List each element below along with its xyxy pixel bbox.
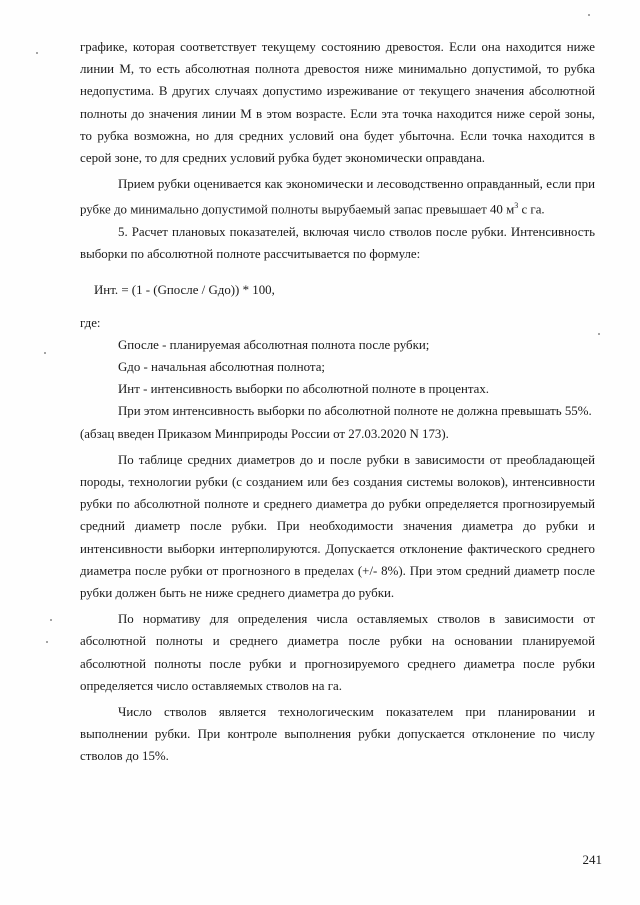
paragraph-intensity-limit: При этом интенсивность выборки по абсолютной полноте не должна превышать 55%.	[118, 404, 592, 419]
definition-g-before: Gдо - начальная абсолютная полнота;	[118, 359, 326, 374]
scan-speck	[50, 619, 52, 621]
superscript-3: 3	[514, 201, 519, 211]
paragraph-continuation: графике, которая соответствует текущему состоянию древостоя. Если она находится ниже линии М, то есть абсолютная полнота древостоя ниже минимально допустимой, то рубка недопустима. В других случаях допустимо изреживание от текущего значения абсолютной полноты до значения линии М в этом возрасте. Если эта точка находится ниже серой зоны, то рубка возможна, но для средних условий она будет убыточна. Если точка находится в серой зоне, то для средних условий рубка будет экономически оправдана.	[80, 40, 595, 166]
scan-speck	[598, 333, 600, 335]
formula	[80, 279, 595, 301]
paragraph-planned-indicators: 5. Расчет плановых показателей, включая число стволов после рубки. Интенсивность выборки по абсолютной полноте рассчитывается по формуле:	[80, 224, 595, 262]
scan-speck	[588, 14, 590, 16]
paragraph-amendment-note: (абзац введен Приказом Минприроды России от 27.03.2020 N 173).	[80, 426, 449, 441]
paragraph-text-end: с га.	[518, 202, 545, 217]
scan-speck	[44, 352, 46, 354]
document-body	[80, 36, 595, 768]
where-label: где:	[80, 315, 101, 330]
page-number: 241	[582, 852, 602, 867]
paragraph-text: Прием рубки оценивается как экономически и лесоводственно оправданный, если при рубке до минимально допустимой полноты вырубаемый запас превышает 40 м	[80, 177, 595, 217]
paragraph-economic-evaluation	[80, 173, 595, 221]
definition-g-after: Gпосле - планируемая абсолютная полнота после рубки;	[118, 337, 430, 352]
definitions-list	[80, 334, 595, 401]
paragraph-stem-count: Число стволов является технологическим показателем при планировании и выполнении рубки. При контроле выполнения рубки допускается отклонение по числу стволов до 15%.	[80, 704, 595, 764]
paragraph-diameter-table: По таблице средних диаметров до и после рубки в зависимости от преобладающей породы, технологии рубки (с созданием или без создания системы волоков), интенсивности рубки по абсолютной полноте и среднего диаметра до рубки определяется прогнозируемый средний диаметр после рубки. При необходимости значения диаметра до рубки и интенсивности выборки интерполируются. Допускается отклонение фактического среднего диаметра после рубки от прогнозного в пределах (+/- 8%). При этом средний диаметр после рубки должен быть не ниже среднего диаметра до рубки.	[80, 452, 595, 600]
definition-intensity: Инт - интенсивность выборки по абсолютной полноте в процентах.	[118, 382, 490, 397]
scan-speck	[46, 641, 48, 643]
scan-speck	[36, 52, 38, 54]
paragraph-stem-norm: По нормативу для определения числа оставляемых стволов в зависимости от абсолютной полноты и среднего диаметра после рубки на основании планируемой абсолютной полноты после рубки и прогнозируемого среднего диаметра после рубки определяется число оставляемых стволов на га.	[80, 612, 595, 693]
formula-text: Инт. = (1 - (Gпосле / Gдо)) * 100,	[94, 283, 275, 298]
